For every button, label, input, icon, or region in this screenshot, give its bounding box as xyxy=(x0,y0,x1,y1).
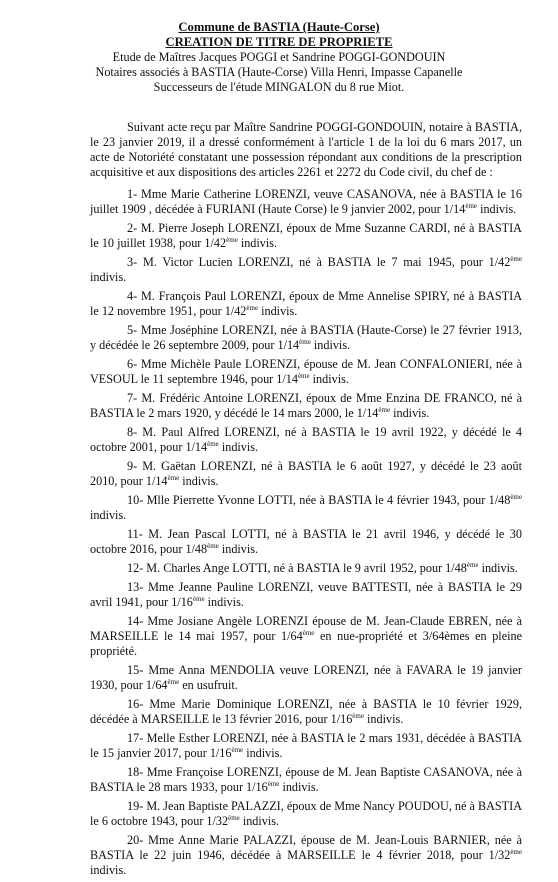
list-item xyxy=(90,493,522,523)
list-item xyxy=(90,527,522,557)
item-share-text: indivis. xyxy=(90,508,127,522)
ordinal-suffix: ème xyxy=(207,541,219,550)
item-share-text: indivis. xyxy=(310,338,351,352)
ordinal-suffix: ème xyxy=(231,745,244,754)
ordinal-suffix: ème xyxy=(267,779,280,788)
list-item xyxy=(90,289,522,319)
item-text: 5- Mme Joséphine LORENZI, née à BASTIA (Haute-Corse) le 27 février 1913, y décédée le 26 septembre 2009, pour 1/14 xyxy=(90,323,522,352)
list-item xyxy=(90,187,522,217)
item-text: 10- Mlle Pierrette Yvonne LOTTI, née à BASTIA le 4 février 1943, pour 1/48 xyxy=(127,493,511,507)
item-text: 12- M. Charles Ange LOTTI, né à BASTIA le 9 avril 1952, pour 1/48 xyxy=(127,561,467,575)
notice-header xyxy=(0,20,558,95)
item-text: 17- Melle Esther LORENZI, née à BASTIA le 2 mars 1931, décédée à BASTIA le 15 janvier 2017, pour 1/16 xyxy=(90,731,522,760)
item-text: 16- Mme Marie Dominique LORENZI, née à BASTIA le 10 février 1929, décédée à MARSEILLE le 13 février 2016, pour 1/16 xyxy=(90,697,522,726)
ordinal-suffix: ème xyxy=(246,303,259,312)
item-text: 1- Mme Marie Catherine LORENZI, veuve CASANOVA, née à BASTIA le 16 juillet 1909 , décédée à FURIANI (Haute Corse) le 9 janvier 2002, pour 1/14 xyxy=(90,187,522,216)
list-item xyxy=(90,614,522,659)
list-item xyxy=(90,697,522,727)
item-share-text: indivis. xyxy=(237,236,278,250)
ordinal-suffix: ème xyxy=(228,813,240,822)
list-item xyxy=(90,561,522,576)
list-item xyxy=(90,799,522,829)
list-item xyxy=(90,731,522,761)
item-share-text: indivis. xyxy=(218,542,259,556)
item-text: 3- M. Victor Lucien LORENZI, né à BASTIA le 7 mai 1945, pour 1/42 xyxy=(127,255,511,269)
item-text: 7- M. Frédéric Antoine LORENZI, époux de Mme Enzina DE FRANCO, né à BASTIA le 2 mars 1920, y décédé le 14 mars 2000, le 1/14 xyxy=(90,391,522,420)
list-item xyxy=(90,459,522,489)
ordinal-suffix: ème xyxy=(510,492,522,501)
list-item xyxy=(90,663,522,693)
item-text: 4- M. François Paul LORENZI, époux de Mme Annelise SPIRY, né à BASTIA le 12 novembre 1951, pour 1/42 xyxy=(90,289,522,318)
item-share-text: indivis. xyxy=(258,304,298,318)
item-text: 2- M. Pierre Joseph LORENZI, époux de Mme Suzanne CARDI, né à BASTIA le 10 juillet 1938, pour 1/42 xyxy=(90,221,522,250)
list-item xyxy=(90,221,522,251)
notary-address-line: Notaires associés à BASTIA (Haute-Corse) Villa Henri, Impasse Capanelle xyxy=(95,65,463,79)
list-item xyxy=(90,357,522,387)
notary-study-line: Etude de Maîtres Jacques POGGI et Sandrine POGGI-GONDOUIN xyxy=(112,50,446,64)
ordinal-suffix: ème xyxy=(297,371,310,380)
list-item xyxy=(90,391,522,421)
ordinal-suffix: ème xyxy=(167,677,180,686)
item-share-text: indivis. xyxy=(90,270,127,284)
item-share-text: indivis. xyxy=(204,595,244,609)
ordinal-suffix: ème xyxy=(466,560,479,569)
item-text: 15- Mme Anna MENDOLIA veuve LORENZI, née à FAVARA le 19 janvier 1930, pour 1/64 xyxy=(90,663,522,692)
item-share-text: indivis. xyxy=(90,863,127,877)
ordinal-suffix: ème xyxy=(192,594,205,603)
commune-heading: Commune de BASTIA (Haute-Corse) xyxy=(178,20,380,34)
successor-line: Successeurs de l'étude MINGALON du 8 rue Miot. xyxy=(153,80,405,94)
list-item xyxy=(90,580,522,610)
list-item xyxy=(90,255,522,285)
beneficiary-list xyxy=(90,187,522,878)
item-text: 18- Mme Françoise LORENZI, épouse de M. Jean Baptiste CASANOVA, née à BASTIA le 28 mars 1933, pour 1/16 xyxy=(90,765,522,794)
ordinal-suffix: ème xyxy=(465,201,478,210)
ordinal-suffix: ème xyxy=(167,473,180,482)
ordinal-suffix: ème xyxy=(352,711,364,720)
ordinal-suffix: ème xyxy=(226,235,238,244)
item-text: 11- M. Jean Pascal LOTTI, né à BASTIA le 21 avril 1946, y décédé le 30 octobre 2016, pour 1/48 xyxy=(90,527,522,556)
item-share-text: en usufruit. xyxy=(179,678,238,692)
item-text: 6- Mme Michèle Paule LORENZI, épouse de M. Jean CONFALONIERI, née à VESOUL le 11 septembre 1946, pour 1/14 xyxy=(90,357,522,386)
item-share-text: indivis. xyxy=(218,440,259,454)
list-item xyxy=(90,323,522,353)
item-share-text: indivis. xyxy=(179,474,219,488)
item-text: 8- M. Paul Alfred LORENZI, né à BASTIA le 19 avril 1922, y décédé le 4 octobre 2001, pour 1/14 xyxy=(90,425,522,454)
item-share-text: indivis. xyxy=(279,780,319,794)
list-item xyxy=(90,833,522,878)
notice-body xyxy=(90,120,522,882)
item-share-text: indivis. xyxy=(477,202,517,216)
item-text: 19- M. Jean Baptiste PALAZZI, époux de Mme Nancy POUDOU, né à BASTIA le 6 octobre 1943, pour 1/32 xyxy=(90,799,522,828)
item-text: 20- Mme Anne Marie PALAZZI, épouse de M. Jean-Louis BARNIER, née à BASTIA le 22 juin 1946, décédée à MARSEILLE le 4 février 2018, pour 1/32 xyxy=(90,833,522,862)
list-item xyxy=(90,425,522,455)
ordinal-suffix: ème xyxy=(207,439,219,448)
ordinal-suffix: ème xyxy=(299,337,311,346)
ordinal-suffix: ème xyxy=(302,628,315,637)
item-share-text: indivis. xyxy=(239,814,280,828)
item-share-text: indivis. xyxy=(309,372,349,386)
ordinal-suffix: ème xyxy=(378,405,391,414)
item-share-text: indivis. xyxy=(390,406,430,420)
item-text: 13- Mme Jeanne Pauline LORENZI, veuve BATTESTI, née à BASTIA le 29 avril 1941, pour 1/16 xyxy=(90,580,522,609)
intro-paragraph: Suivant acte reçu par Maître Sandrine POGGI-GONDOUIN, notaire à BASTIA, le 23 janvier 2019, il a dressé conformément à l'article 1 de la loi du 6 mars 2017, un acte de Notoriété constatant une possession répondant aux conditions de la prescription acquisitive et aux dispositions des articles 2261 et 2272 du Code civil, du chef de : xyxy=(90,120,522,179)
list-item xyxy=(90,765,522,795)
item-share-text: en nue-propriété et 3/64èmes en pleine propriété. xyxy=(90,629,522,658)
item-share-text: indivis. xyxy=(478,561,518,575)
item-share-text: indivis. xyxy=(243,746,283,760)
item-share-text: indivis. xyxy=(363,712,404,726)
item-text: 9- M. Gaëtan LORENZI, né à BASTIA le 6 août 1927, y décédé le 23 août 2010, pour 1/14 xyxy=(90,459,522,488)
notice-title: CREATION DE TITRE DE PROPRIETE xyxy=(165,35,393,49)
ordinal-suffix: ème xyxy=(510,254,522,263)
item-text: 14- Mme Josiane Angèle LORENZI épouse de M. Jean-Claude EBREN, née à MARSEILLE le 14 mai 1957, pour 1/64 xyxy=(90,614,522,643)
ordinal-suffix: ème xyxy=(510,847,522,856)
